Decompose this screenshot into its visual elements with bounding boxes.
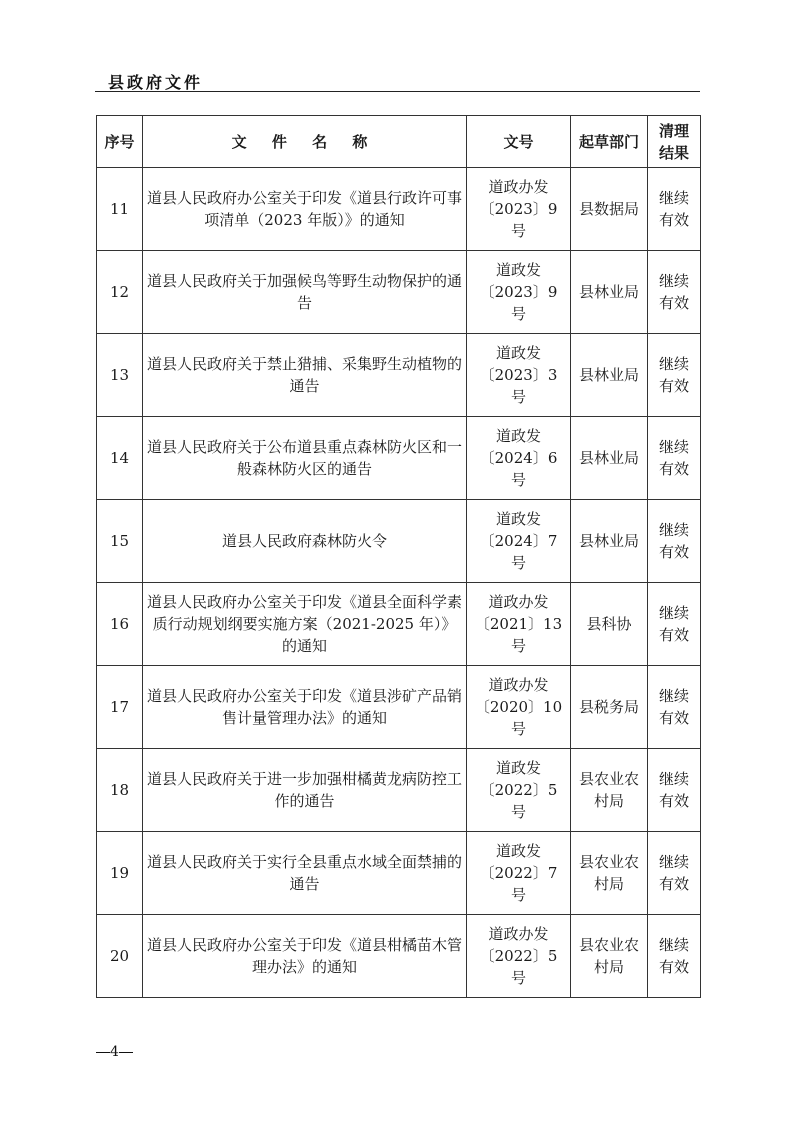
row-name: 道县人民政府办公室关于印发《道县柑橘苗木管理办法》的通知 (143, 915, 467, 998)
row-name: 道县人民政府办公室关于印发《道县行政许可事项清单（2023 年版）》的通知 (143, 168, 467, 251)
column-header-seq: 序号 (97, 116, 143, 168)
row-dept: 县数据局 (571, 168, 648, 251)
column-header-number: 文号 (467, 116, 571, 168)
table-row (97, 583, 701, 666)
page-number-dash-left (96, 1052, 110, 1053)
row-result: 继续有效 (648, 417, 701, 500)
row-name: 道县人民政府关于进一步加强柑橘黄龙病防控工作的通告 (143, 749, 467, 832)
row-seq: 17 (97, 666, 143, 749)
row-name: 道县人民政府关于实行全县重点水域全面禁捕的通告 (143, 832, 467, 915)
table-row (97, 915, 701, 998)
row-seq: 20 (97, 915, 143, 998)
row-number: 道政发〔2023〕3 号 (467, 334, 571, 417)
column-header-dept: 起草部门 (571, 116, 648, 168)
table-row (97, 500, 701, 583)
table-row (97, 749, 701, 832)
row-seq: 13 (97, 334, 143, 417)
table-row (97, 417, 701, 500)
row-number: 道政发〔2024〕7 号 (467, 500, 571, 583)
row-number: 道政发〔2022〕7 号 (467, 832, 571, 915)
row-number: 道政办发〔2021〕13 号 (467, 583, 571, 666)
row-dept: 县林业局 (571, 500, 648, 583)
row-name: 道县人民政府关于禁止猎捕、采集野生动植物的通告 (143, 334, 467, 417)
row-seq: 11 (97, 168, 143, 251)
row-dept: 县农业农村局 (571, 915, 648, 998)
row-number: 道政办发〔2020〕10 号 (467, 666, 571, 749)
row-name: 道县人民政府关于加强候鸟等野生动物保护的通告 (143, 251, 467, 334)
row-number: 道政发〔2022〕5 号 (467, 749, 571, 832)
row-name: 道县人民政府办公室关于印发《道县涉矿产品销售计量管理办法》的通知 (143, 666, 467, 749)
row-number: 道政发〔2023〕9 号 (467, 251, 571, 334)
row-dept: 县林业局 (571, 251, 648, 334)
page-number-value: 4 (110, 1044, 119, 1060)
column-header-result: 清理结果 (648, 116, 701, 168)
row-dept: 县税务局 (571, 666, 648, 749)
table-row (97, 832, 701, 915)
row-result: 继续有效 (648, 749, 701, 832)
row-seq: 12 (97, 251, 143, 334)
table-row (97, 251, 701, 334)
row-seq: 18 (97, 749, 143, 832)
row-number: 道政办发〔2022〕5 号 (467, 915, 571, 998)
row-result: 继续有效 (648, 666, 701, 749)
column-header-name: 文 件 名 称 (143, 116, 467, 168)
row-name: 道县人民政府办公室关于印发《道县全面科学素质行动规划纲要实施方案（2021-2025 年）》的通知 (143, 583, 467, 666)
row-result: 继续有效 (648, 334, 701, 417)
row-name: 道县人民政府森林防火令 (143, 500, 467, 583)
row-seq: 15 (97, 500, 143, 583)
table-header-row (97, 116, 701, 168)
table-row (97, 334, 701, 417)
row-dept: 县农业农村局 (571, 832, 648, 915)
row-name: 道县人民政府关于公布道县重点森林防火区和一般森林防火区的通告 (143, 417, 467, 500)
header-title: 县政府文件 (108, 73, 204, 92)
table-row (97, 168, 701, 251)
row-dept: 县科协 (571, 583, 648, 666)
row-dept: 县农业农村局 (571, 749, 648, 832)
row-number: 道政办发〔2023〕9 号 (467, 168, 571, 251)
row-number: 道政发〔2024〕6 号 (467, 417, 571, 500)
page-number-dash-right (119, 1052, 133, 1053)
row-seq: 16 (97, 583, 143, 666)
row-result: 继续有效 (648, 168, 701, 251)
row-result: 继续有效 (648, 500, 701, 583)
row-result: 继续有效 (648, 915, 701, 998)
row-result: 继续有效 (648, 251, 701, 334)
row-result: 继续有效 (648, 583, 701, 666)
header-rule (95, 91, 700, 92)
row-dept: 县林业局 (571, 334, 648, 417)
row-dept: 县林业局 (571, 417, 648, 500)
page-number (96, 1044, 133, 1060)
row-result: 继续有效 (648, 832, 701, 915)
document-table (96, 115, 701, 998)
row-seq: 14 (97, 417, 143, 500)
table-row (97, 666, 701, 749)
row-seq: 19 (97, 832, 143, 915)
